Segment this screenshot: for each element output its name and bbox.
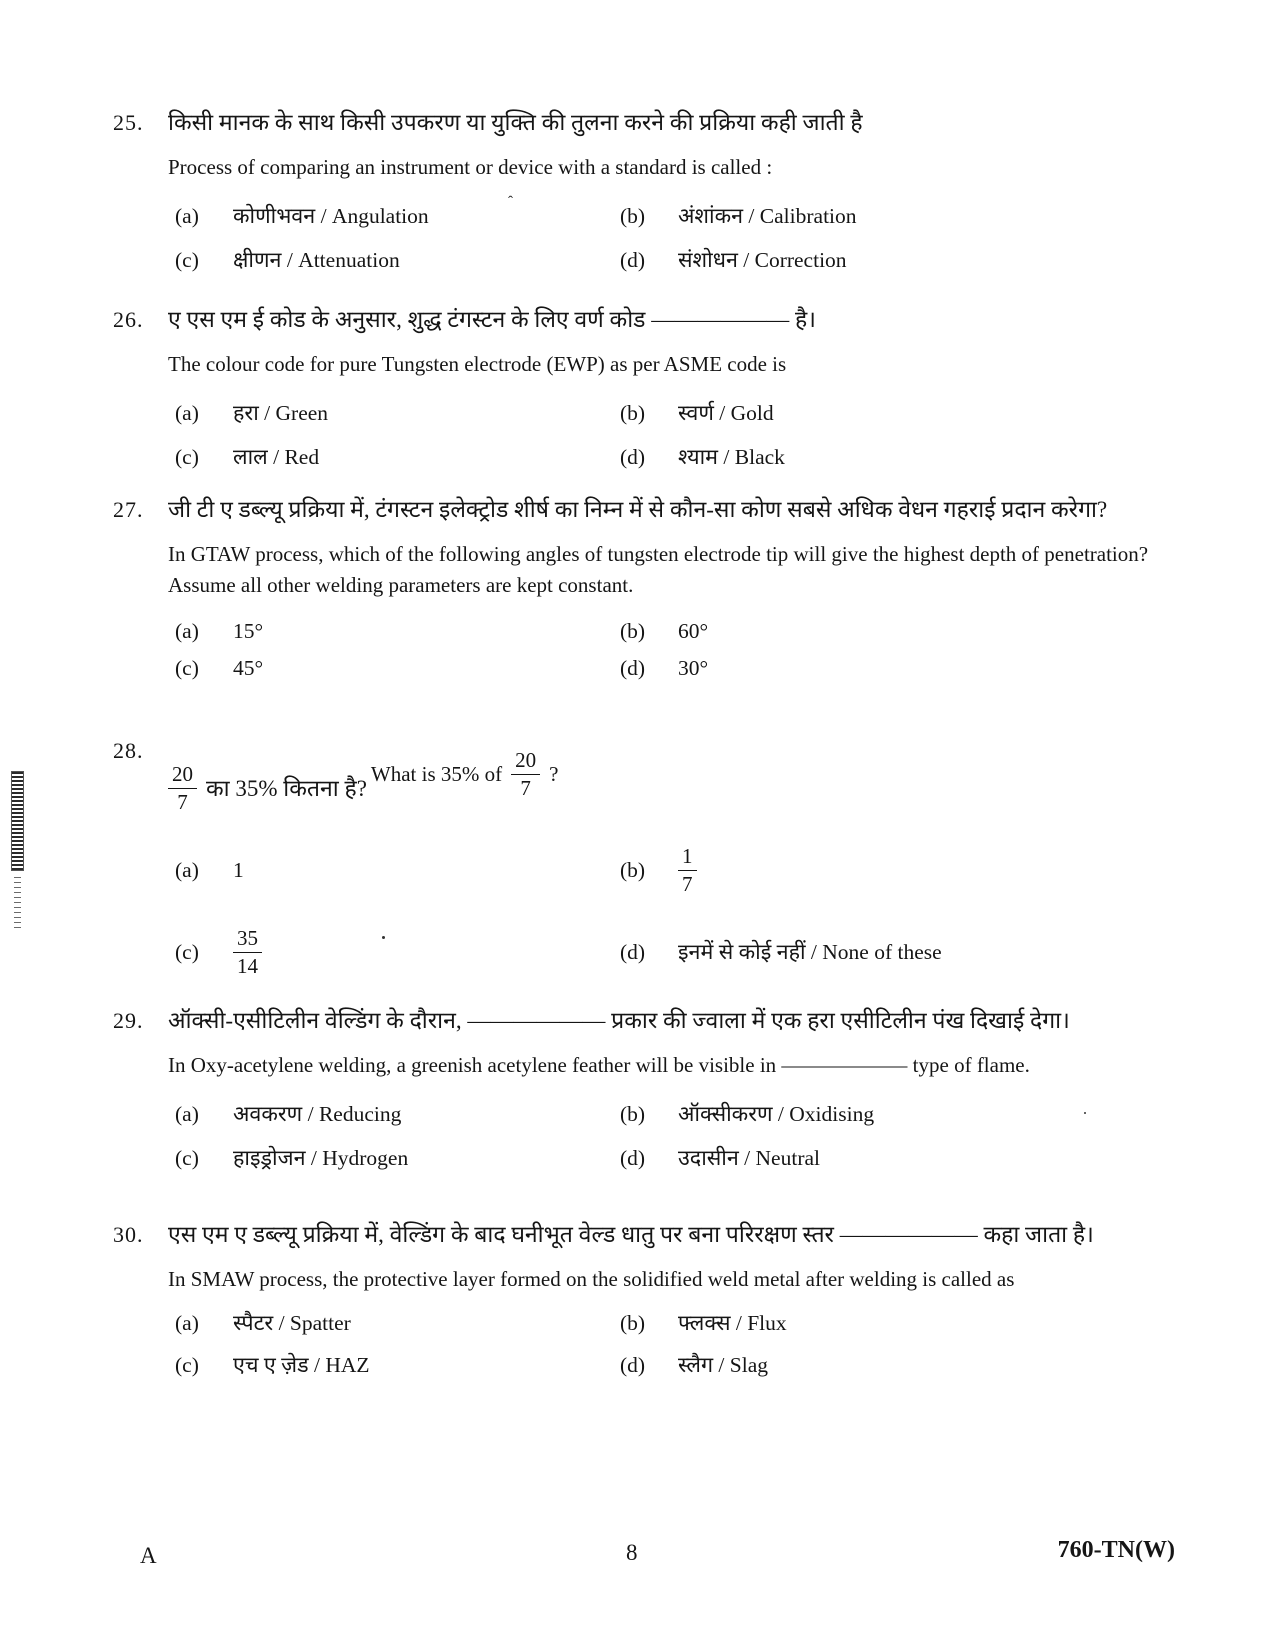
options-grid	[175, 397, 1188, 474]
option-d	[620, 652, 1188, 685]
option-text: लाल / Red	[233, 445, 320, 469]
option-fraction	[678, 844, 697, 897]
option-label: (a)	[175, 1311, 199, 1335]
option-label: (a)	[175, 858, 199, 883]
option-text: कोणीभवन / Angulation	[233, 204, 429, 228]
option-label: (b)	[620, 204, 646, 228]
option-text: 1	[233, 858, 244, 883]
question-text-english	[371, 748, 559, 801]
option-d	[620, 441, 1188, 474]
fraction	[511, 748, 540, 801]
question-number: 27.	[113, 497, 144, 522]
question-27	[113, 487, 1188, 685]
fraction-denominator: 7	[520, 776, 531, 801]
option-text: स्लैग / Slag	[678, 1353, 768, 1377]
option-label: (c)	[175, 940, 199, 965]
fraction-numerator: 1	[678, 844, 697, 871]
option-text: हाइड्रोजन / Hydrogen	[233, 1146, 409, 1170]
question-number: 25.	[113, 110, 144, 135]
option-b	[620, 615, 1188, 648]
option-text: स्पैटर / Spatter	[233, 1311, 351, 1335]
fraction-numerator: 35	[233, 926, 262, 953]
option-a	[175, 1098, 620, 1131]
option-text: संशोधन / Correction	[678, 248, 847, 272]
option-label: (a)	[175, 619, 199, 643]
option-label: (d)	[620, 1146, 646, 1170]
option-label: (b)	[620, 401, 646, 425]
question-number: 28.	[113, 738, 144, 763]
option-text: अवकरण / Reducing	[233, 1102, 402, 1126]
option-c	[175, 1349, 620, 1382]
option-text: हरा / Green	[233, 401, 329, 425]
option-text: 30°	[678, 656, 709, 680]
question-26	[113, 297, 1188, 474]
option-label: (c)	[175, 248, 199, 272]
options-grid	[175, 1307, 1188, 1382]
option-text: स्वर्ण / Gold	[678, 401, 774, 425]
option-label: (c)	[175, 656, 199, 680]
option-text: 60°	[678, 619, 709, 643]
question-text-hindi: किसी मानक के साथ किसी उपकरण या युक्ति की तुलना करने की प्रक्रिया कही जाती है	[168, 110, 863, 135]
question-text-english: In Oxy-acetylene welding, a greenish acetylene feather will be visible in —————— type of flame.	[168, 1053, 1030, 1077]
option-a	[175, 1307, 620, 1340]
option-label: (b)	[620, 1311, 646, 1335]
left-edge-barcode-tail-artifact	[14, 876, 21, 928]
question-text-hindi: एस एम ए डब्ल्यू प्रक्रिया में, वेल्डिंग के बाद घनीभूत वेल्ड धातु पर बना परिरक्षण स्तर —————— कहा जाता है।	[168, 1222, 1094, 1247]
option-label: (a)	[175, 204, 199, 228]
fraction	[168, 762, 197, 815]
question-text-hindi: ए एस एम ई कोड के अनुसार, शुद्ध टंगस्टन के लिए वर्ण कोड —————— है।	[168, 307, 816, 332]
option-b	[620, 397, 1188, 430]
fraction-numerator: 20	[168, 762, 197, 789]
question-hindi-after-fraction: का 35% कितना है?	[206, 775, 367, 801]
option-text: एच ए ज़ेड / HAZ	[233, 1353, 370, 1377]
option-text: इनमें से कोई नहीं / None of these	[678, 940, 942, 965]
question-text-english: In SMAW process, the protective layer formed on the solidified weld metal after welding is called as	[168, 1267, 1015, 1291]
option-b	[620, 1307, 1188, 1340]
question-text-english: In GTAW process, which of the following angles of tungsten electrode tip will give the highest depth of penetration? Assume all other welding parameters are kept constant.	[168, 542, 1149, 597]
option-fraction	[233, 926, 262, 979]
option-label: (c)	[175, 445, 199, 469]
options-grid	[175, 615, 1188, 685]
question-english-before-fraction: What is 35% of	[370, 762, 503, 787]
option-label: (a)	[175, 401, 199, 425]
question-29	[113, 998, 1188, 1175]
option-c	[175, 1142, 620, 1175]
option-label: (c)	[175, 1353, 199, 1377]
option-b	[620, 1098, 1188, 1131]
option-text: क्षीणन / Attenuation	[233, 248, 400, 272]
option-label: (d)	[620, 248, 646, 272]
question-english-after-fraction: ?	[549, 762, 559, 787]
option-label: (d)	[620, 445, 646, 469]
option-text: ऑक्सीकरण / Oxidising	[678, 1102, 875, 1126]
option-a	[175, 397, 620, 430]
option-b	[620, 842, 1188, 900]
question-text-hindi	[168, 762, 367, 815]
question-30	[113, 1212, 1188, 1382]
option-label: (b)	[620, 619, 646, 643]
question-number: 29.	[113, 1008, 144, 1033]
option-d	[620, 1349, 1188, 1382]
question-text-hindi: जी टी ए डब्ल्यू प्रक्रिया में, टंगस्टन इलेक्ट्रोड शीर्ष का निम्न में से कौन-सा कोण सबसे अधिक वेधन गहराई प्रदान करेगा?	[168, 497, 1108, 522]
option-c	[175, 924, 620, 982]
option-text: अंशांकन / Calibration	[678, 204, 857, 228]
option-label: (d)	[620, 1353, 646, 1377]
options-grid	[175, 200, 1188, 277]
option-text: 15°	[233, 619, 264, 643]
question-text-english: Process of comparing an instrument or device with a standard is called :	[168, 155, 773, 179]
footer-set-code: A	[140, 1543, 158, 1568]
option-b	[620, 200, 1188, 233]
option-label: (c)	[175, 1146, 199, 1170]
option-text: श्याम / Black	[678, 445, 785, 469]
option-label: (b)	[620, 1102, 646, 1126]
option-c	[175, 244, 620, 277]
option-d	[620, 1142, 1188, 1175]
option-c	[175, 652, 620, 685]
left-edge-barcode-artifact	[12, 772, 23, 870]
option-a	[175, 615, 620, 648]
fraction-denominator: 7	[682, 872, 693, 897]
question-text-english: The colour code for pure Tungsten electrode (EWP) as per ASME code is	[168, 352, 787, 376]
option-text: उदासीन / Neutral	[678, 1146, 820, 1170]
option-d	[620, 244, 1188, 277]
stray-caret-artifact: ˆ	[508, 194, 513, 210]
question-25	[113, 100, 1188, 277]
option-text: 45°	[233, 656, 264, 680]
option-c	[175, 441, 620, 474]
question-number: 26.	[113, 307, 144, 332]
options-grid	[175, 1098, 1188, 1175]
option-label: (d)	[620, 940, 646, 965]
question-28	[113, 722, 1188, 982]
question-number: 30.	[113, 1222, 144, 1247]
question-text-hindi: ऑक्सी-एसीटिलीन वेल्डिंग के दौरान, —————— प्रकार की ज्वाला में एक हरा एसीटिलीन पंख दिखाई देगा।	[168, 1008, 1070, 1033]
option-text: फ्लक्स / Flux	[678, 1311, 787, 1335]
option-label: (d)	[620, 656, 646, 680]
option-d	[620, 924, 1188, 982]
option-a	[175, 200, 620, 233]
footer-paper-code: 760-TN(W)	[1057, 1537, 1175, 1563]
options-grid	[175, 842, 1188, 982]
option-a	[175, 842, 620, 900]
option-label: (a)	[175, 1102, 199, 1126]
fraction-numerator: 20	[511, 748, 540, 775]
fraction-denominator: 7	[177, 790, 188, 815]
footer-page-number: 8	[626, 1540, 638, 1565]
option-label: (b)	[620, 858, 646, 883]
fraction-denominator: 14	[237, 954, 258, 979]
